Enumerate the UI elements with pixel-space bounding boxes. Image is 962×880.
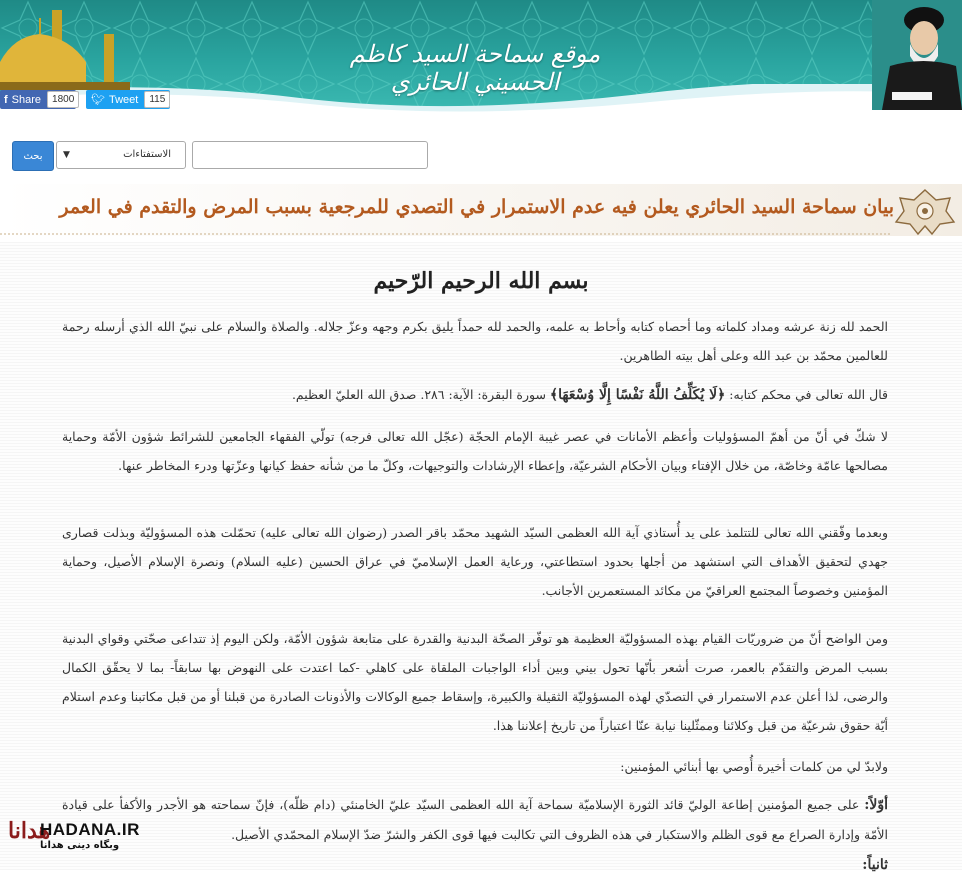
article-paragraph-first xyxy=(62,790,888,849)
article-paragraph: ومن الواضح أنّ من ضروريّات القيام بهذه المسؤوليّة العظيمة هو توفّر الصحّة البدنية والقدرة على متابعة شؤون الأمّة، ولكن اليوم إذ تتداعى صحّتي وقواي البدنية بسبب المرض والتقدّم بالعمر، صرت أشعر بأنّها تحول بيني وبين أداء الواجبات الملقاة على كاهلي -كما اعتدت على النهوض بها سابقاً- بما لا يحقّق الكمال والرضى، لذا أعلن عدم الاستمرار في التصدّي لهذه المسؤوليّة الثقيلة والكبيرة، وإسقاط جميع الوكالات والأذونات الصادرة من قبلنا أو من قبل مكاتبنا وعدم استلام أيّة حقوق شرعيّة من قبل وكلائنا وممثّلينا نيابة عنّا اعتباراً من تاريخ إعلاننا هذا. xyxy=(62,631,888,733)
facebook-share-count: 1800 xyxy=(47,91,79,108)
scholar-portrait-image xyxy=(872,0,962,110)
watermark-brand: HADANA.IR xyxy=(40,820,140,839)
facebook-share-label: Share xyxy=(11,93,42,106)
paragraph-body: على جميع المؤمنين إطاعة الوليّ قائد الثورة الإسلاميّة سماحة آية الله العظمى السيّد عليّ الخامنئي (دام ظلّه)، فإنّ سماحته هو الأجدر والأكفأ على قيادة الأمّة وإدارة الصراع مع قوى الظلم والاستكبار في هذه الظروف التي تكالبت فيها قوى الكفر والشرّ ضدّ الإسلام المحمّدي الأصيل. xyxy=(62,797,888,842)
article-paragraph: الحمد لله زنة عرشه ومداد كلماته وما أحصاه كتابه وأحاط به علمه، والحمد لله حمداً يليق بكرم وجهه وعزّ جلاله. والصلاة والسلام على نبيّ الله الذي أرسله رحمة للعالمين محمّد بن عبد الله وعلى أهل بيته الطاهرين. xyxy=(62,319,888,363)
watermark-subtitle: وبگاه دینی هدانا xyxy=(40,840,120,851)
article-title: بيان سماحة السيد الحائري يعلن فيه عدم الاستمرار في التصدي للمرجعية بسبب المرض والتقدم في العمر xyxy=(59,196,894,218)
site-logo-title[interactable]: موقع سماحة السيد كاظم الحسيني الحائري xyxy=(349,40,601,96)
shrine-dome-image xyxy=(0,6,130,90)
paragraph-lead: أوّلاً: xyxy=(864,797,888,813)
ornament-icon xyxy=(892,186,958,236)
facebook-icon: f xyxy=(4,93,8,106)
quran-reference-text: سورة البقرة: الآية: ٢٨٦. صدق الله العليّ العظيم. xyxy=(291,387,550,402)
twitter-tweet-button[interactable] xyxy=(86,90,170,109)
chevron-down-icon: ▼ xyxy=(63,150,70,160)
quran-intro-text: قال الله تعالى في محكم كتابه: xyxy=(725,387,888,402)
site-header xyxy=(0,0,962,112)
basmala-heading: بسم الله الرحيم الرّحيم xyxy=(373,268,589,294)
search-category-value: الاستفتاءات xyxy=(123,149,171,160)
quran-verse: ﴿لَا يُكَلِّفُ اللَّهُ نَفْسًا إِلَّا وُسْعَهَا﴾ xyxy=(549,387,726,403)
search-input[interactable] xyxy=(192,141,428,169)
article-paragraph-quran xyxy=(62,380,888,410)
article-paragraph: وبعدما وفّقني الله تعالى للتتلمذ على يد أُستاذي آية الله العظمى السيّد الشهيد محمّد باقر الصدر (رضوان الله تعالى عليه) تحمّلت هذه المسؤوليّة وبذلت قصارى جهدي لتحقيق الأهداف التي استشهد من أجلها بحدود استطاعتي، ورعاية العمل الإسلاميّ في عراق الحسين (عليه السلام) ونصرة الإسلام الأصيل، وحماية المؤمنين وخصوصاً المجتمع العراقيّ من مكائد المستعمرين الأجانب. xyxy=(62,525,888,598)
hadana-logo: هدانا xyxy=(8,818,51,844)
facebook-share-button[interactable] xyxy=(0,90,76,109)
twitter-tweet-count: 115 xyxy=(144,91,170,108)
article-paragraph: ولابدّ لي من كلمات أخيرة أُوصي بها أبنائي المؤمنين: xyxy=(620,759,888,774)
article-paragraph-second xyxy=(62,850,888,880)
paragraph-lead: ثانياً: xyxy=(862,857,888,873)
search-button[interactable]: بحث xyxy=(12,141,54,171)
twitter-icon: 🐦︎ xyxy=(91,94,105,106)
article-paragraph: لا شكّ في أنّ من أهمّ المسؤوليات وأعظم الأمانات في عصر غيبة الإمام الحجّة (عجّل الله تعالى فرجه) تولّي الفقهاء الجامعين للشرائط شؤون الأمّة وحماية مصالحها عامّة وخاصّة، من خلال الإفتاء وبيان الأحكام الشرعيّة، وإعطاء الإرشادات والتوجيهات، وكلّ ما من شأنه حفظ كيانها وعزّتها ودرء المخاطر عنها. xyxy=(62,429,888,473)
search-category-select[interactable] xyxy=(56,141,186,169)
twitter-tweet-label: Tweet xyxy=(108,93,139,106)
